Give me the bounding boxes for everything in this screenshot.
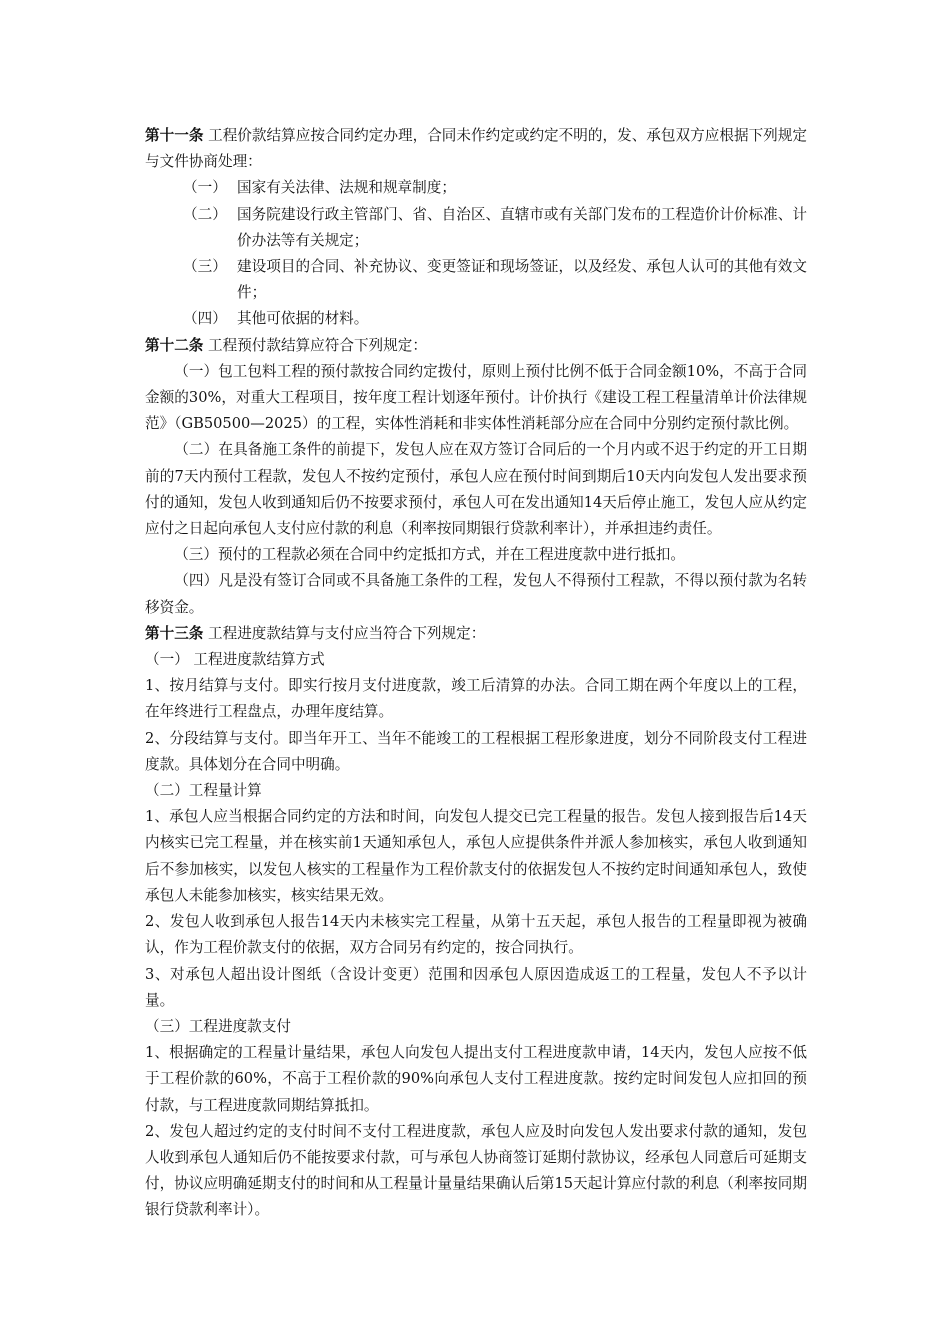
section-3-paragraph-2: 2、发包人超过约定的支付时间不支付工程进度款，承包人应及时向发包人发出要求付款的通知，发包人收到承包人通知后仍不能按要求付款，可与承包人协商签订延期付款协议，经承包人同意后可延期支付，协议应明确延期支付的时间和从工程量计量量结果确认后第15天起计算应付款的利息（利率按同期银行贷款利率计）。 bbox=[145, 1122, 807, 1219]
article-13-title: 第十三条 bbox=[145, 624, 204, 642]
section-1-heading: （一） 工程进度款结算方式 bbox=[145, 651, 325, 669]
list-number: （三） bbox=[183, 258, 227, 276]
article-12-clause-2: （二）在具备施工条件的前提下，发包人应在双方签订合同后的一个月内或不迟于约定的开工日期前的7天内预付工程款，发包人不按约定预付，承包人应在预付时间到期后10天内向发包人发出要求预付的通知，发包人收到通知后仍不按要求预付，承包人可在发出通知14天后停止施工，发包人应从约定应付之日起向承包人支付应付款的利息（利率按同期银行贷款利率计），并承担违约责任。 bbox=[145, 441, 807, 538]
section-2-paragraph-1: 1、承包人应当根据合同约定的方法和时间，向发包人提交已完工程量的报告。发包人接到报告后14天内核实已完工程量，并在核实前1天通知承包人，承包人应提供条件并派人参加核实，承包人收到通知后不参加核实，以发包人核实的工程量作为工程价款支付的依据发包人不按约定时间通知承包人，致使承包人未能参加核实，核实结果无效。 bbox=[145, 808, 807, 904]
article-12-title: 第十二条 bbox=[145, 336, 204, 354]
list-text: 国务院建设行政主管部门、省、自治区、直辖市或有关部门发布的工程造价计价标准、计价办法等有关规定； bbox=[237, 205, 807, 249]
article-11-item-2 bbox=[145, 202, 807, 254]
list-number: （二） bbox=[183, 205, 227, 223]
article-13-paragraph bbox=[145, 621, 807, 647]
article-12-clause-1: （一）包工包料工程的预付款按合同约定拨付，原则上预付比例不低于合同金额10%，不高于合同金额的30%，对重大工程项目，按年度工程计划逐年预付。计价执行《建设工程工程量清单计价法律规范》（GB50500—2025）的工程，实体性消耗和非实体性消耗部分应在合同中分别约定预付款比例。 bbox=[145, 362, 807, 433]
section-2-paragraph-3: 3、对承包人超出设计图纸（含设计变更）范围和因承包人原因造成返工的工程量，发包人不予以计量。 bbox=[145, 965, 807, 1009]
list-number: （四） bbox=[183, 310, 227, 328]
section-2-paragraph-2: 2、发包人收到承包人报告14天内未核实完工程量，从第十五天起，承包人报告的工程量即视为被确认，作为工程价款支付的依据，双方合同另有约定的，按合同执行。 bbox=[145, 913, 807, 957]
article-12-clause-4: （四）凡是没有签订合同或不具备施工条件的工程，发包人不得预付工程款，不得以预付款为名转移资金。 bbox=[145, 572, 807, 616]
list-text: 其他可依据的材料。 bbox=[237, 310, 369, 328]
list-number: （一） bbox=[183, 179, 227, 197]
document-page bbox=[145, 123, 807, 1224]
section-2-heading: （二）工程量计算 bbox=[145, 782, 262, 800]
section-1-paragraph-1: 1、按月结算与支付。即实行按月支付进度款，竣工后清算的办法。合同工期在两个年度以上的工程，在年终进行工程盘点，办理年度结算。 bbox=[145, 677, 807, 721]
article-13-text: 工程进度款结算与支付应当符合下列规定： bbox=[203, 624, 486, 642]
article-11-item-3 bbox=[145, 254, 807, 306]
article-11-text: 工程价款结算应按合同约定办理，合同未作约定或约定不明的，发、承包双方应根据下列规定与文件协商处理： bbox=[145, 127, 807, 171]
section-3-paragraph-1: 1、根据确定的工程量计量结果，承包人向发包人提出支付工程进度款申请，14天内，发包人应按不低于工程价款的60%，不高于工程价款的90%向承包人支付工程进度款。按约定时间发包人应扣回的预付款，与工程进度款同期结算抵扣。 bbox=[145, 1044, 807, 1114]
section-3-heading: （三）工程进度款支付 bbox=[145, 1017, 291, 1035]
article-11-paragraph bbox=[145, 123, 807, 175]
article-11-title: 第十一条 bbox=[145, 127, 204, 144]
article-12-clause-3: （三）预付的工程款必须在合同中约定抵扣方式，并在工程进度款中进行抵扣。 bbox=[174, 546, 685, 564]
list-text: 国家有关法律、法规和规章制度； bbox=[237, 179, 456, 197]
list-text: 建设项目的合同、补充协议、变更签证和现场签证，以及经发、承包人认可的其他有效文件； bbox=[237, 258, 807, 302]
article-11-item-1 bbox=[145, 175, 807, 201]
article-11-item-4 bbox=[145, 306, 807, 332]
article-12-text: 工程预付款结算应符合下列规定： bbox=[203, 336, 427, 354]
section-1-paragraph-2: 2、分段结算与支付。即当年开工、当年不能竣工的工程根据工程形象进度，划分不同阶段支付工程进度款。具体划分在合同中明确。 bbox=[145, 729, 807, 773]
article-12-paragraph bbox=[145, 333, 807, 359]
